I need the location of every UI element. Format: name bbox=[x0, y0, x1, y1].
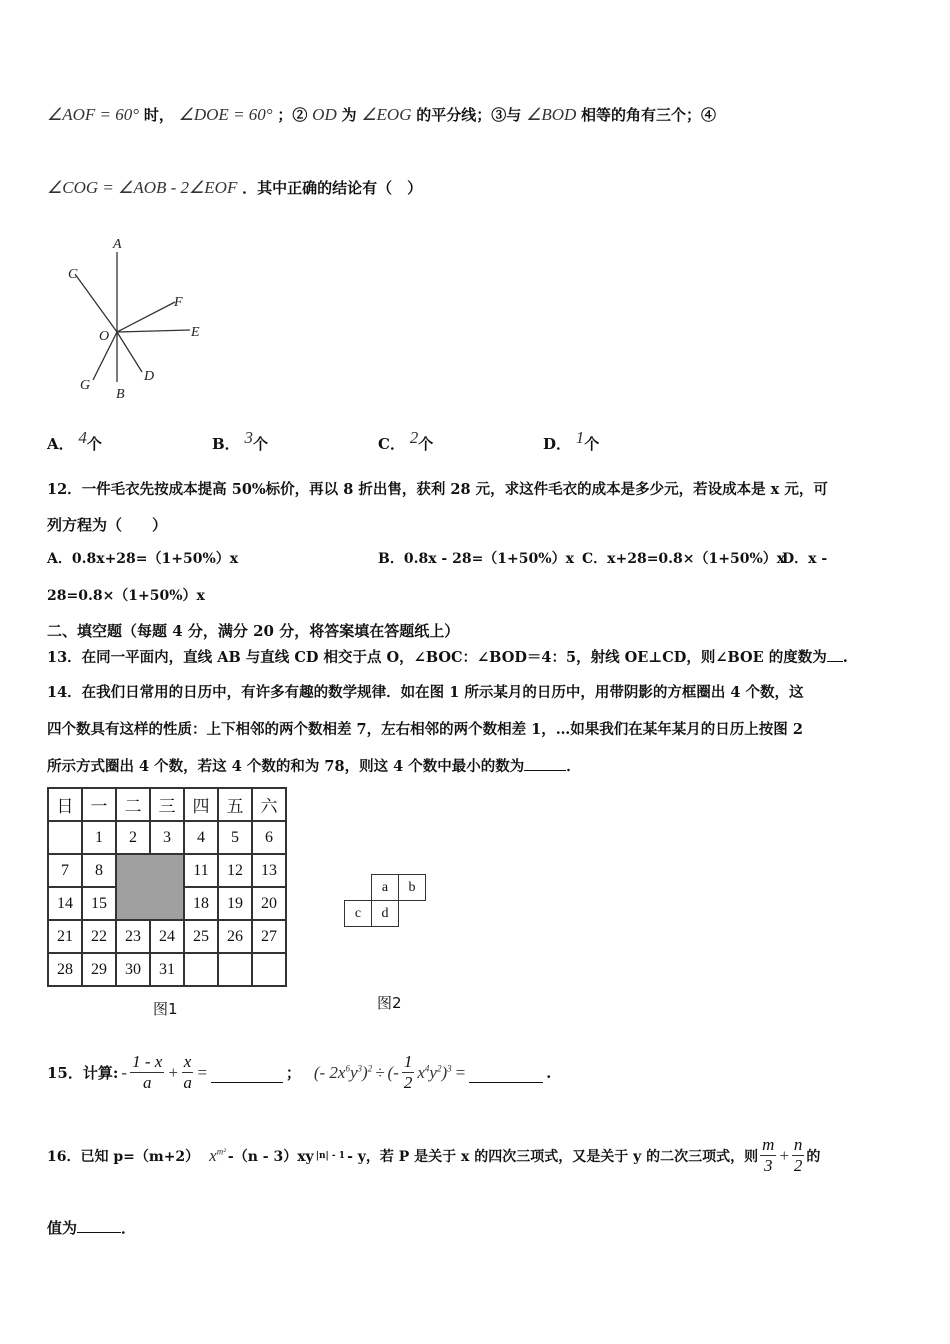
math-aof: ∠AOF = 60° bbox=[47, 105, 140, 124]
calendar-cell: 18 bbox=[184, 887, 218, 920]
q14-line1: 14．在我们日常用的日历中，有许多有趣的数学规律．如在图 1 所示某月的日历中，用带阴影的方框圈出 4 个数，这 bbox=[47, 684, 804, 701]
label-d: D bbox=[144, 369, 155, 384]
q13-text: 13．在同一平面内，直线 AB 与直线 CD 相交于点 O，∠BOC：∠BOD＝4：5，射线 OE⊥CD，则∠BOE 的度数为 bbox=[47, 649, 827, 666]
math-doe: ∠DOE = 60° bbox=[178, 105, 273, 124]
q12-line2: 列方程为（ ） bbox=[47, 516, 168, 534]
calendar-week-row bbox=[48, 920, 286, 953]
calendar-cell: 27 bbox=[252, 920, 286, 953]
calendar-cell: 30 bbox=[116, 953, 150, 986]
q11-option-d: D． 1个 bbox=[543, 428, 600, 453]
q16-line2: 值为 ． bbox=[47, 1219, 137, 1237]
math-bod: ∠BOD bbox=[526, 105, 577, 124]
calendar-header: 三 bbox=[150, 788, 184, 821]
q12-option-d-start: D．x - bbox=[782, 551, 828, 567]
calendar-cell bbox=[184, 953, 218, 986]
math-cog: ∠COG = ∠AOB - 2∠EOF bbox=[47, 178, 238, 197]
text-equal-angles: 相等的角有三个；④ bbox=[581, 106, 717, 124]
q16-answer-blank[interactable] bbox=[77, 1232, 121, 1233]
calendar-header: 四 bbox=[184, 788, 218, 821]
q16-fraction-n: $\frac{n}{2}$ bbox=[793, 1135, 803, 1175]
q14-line3: 所示方式圈出 4 个数，若这 4 个数的和为 78，则这 4 个数中最小的数为 ． bbox=[47, 758, 581, 775]
calendar-header: 六 bbox=[252, 788, 286, 821]
calendar-cell: 4 bbox=[184, 821, 218, 854]
label-c: C bbox=[68, 267, 78, 282]
text-conclusion: ．其中正确的结论有（ ） bbox=[242, 179, 423, 197]
q15-fraction-1: $\frac{1 - x}{a}$ bbox=[132, 1052, 163, 1092]
q15: 15．计算: - $\frac{1 - x}{a}$ + $\frac{x}{a}$ = ； (- $2x^6y^3)^2$ ÷ (- $\frac{1}{2}$ $x^4y^2)^3$ = . bbox=[47, 1052, 552, 1092]
calendar-cell: 22 bbox=[82, 920, 116, 953]
calendar-cell: 3 bbox=[150, 821, 184, 854]
calendar-table bbox=[47, 787, 287, 987]
calendar-cell: 5 bbox=[218, 821, 252, 854]
q13-answer-blank[interactable] bbox=[827, 661, 843, 662]
label-e: E bbox=[191, 325, 200, 340]
calendar-cell bbox=[252, 953, 286, 986]
figure2 bbox=[344, 874, 426, 927]
math-eog: ∠EOG bbox=[361, 105, 412, 124]
q12-option-d-end: 28=0.8×（1+50%）x bbox=[47, 588, 205, 604]
label-b: B bbox=[116, 387, 125, 402]
calendar-cell: 21 bbox=[48, 920, 82, 953]
calendar-cell: 14 bbox=[48, 887, 82, 920]
calendar-cell: 2 bbox=[116, 821, 150, 854]
calendar-header: 一 bbox=[82, 788, 116, 821]
q15-answer-blank-1[interactable] bbox=[211, 1062, 283, 1083]
q12-option-c: C．x+28=0.8×（1+50%）x bbox=[582, 551, 786, 567]
label-f: F bbox=[174, 295, 183, 310]
q14-line2: 四个数具有这样的性质：上下相邻的两个数相差 7，左右相邻的两个数相差 1，…如果我们在某年某月的日历上按图 2 bbox=[47, 721, 803, 738]
text-bisector: 的平分线；③与 bbox=[416, 106, 522, 124]
math-od: OD bbox=[312, 105, 337, 124]
fig2-cell-c: c bbox=[345, 901, 372, 927]
calendar-cell: 26 bbox=[218, 920, 252, 953]
calendar-cell: 23 bbox=[116, 920, 150, 953]
q16-line1: 16．已知 p=（m+2） $x^{m^2}$ -（n - 3）xy |n| - 1 - y，若 P 是关于 x 的四次三项式，又是关于 y 的二次三项式，则 $\frac{m}{3}$ + $\frac{n}{2}$ 的 bbox=[47, 1135, 821, 1175]
calendar-header: 日 bbox=[48, 788, 82, 821]
calendar-cell bbox=[218, 953, 252, 986]
calendar-cell: 28 bbox=[48, 953, 82, 986]
calendar-cell: 31 bbox=[150, 953, 184, 986]
calendar-cell: 6 bbox=[252, 821, 286, 854]
calendar-cell: 11 bbox=[184, 854, 218, 887]
label-a: A bbox=[113, 237, 122, 252]
calendar-week-row bbox=[48, 854, 286, 887]
section-fill-blank-heading: 二、填空题（每题 4 分，满分 20 分，将答案填在答题纸上） bbox=[47, 622, 460, 640]
figure2-caption: 图2 bbox=[377, 994, 402, 1012]
q15-fraction-3: $\frac{1}{2}$ bbox=[403, 1052, 413, 1092]
ray-od bbox=[117, 332, 142, 372]
q12-option-b: B．0.8x - 28=（1+50%）x bbox=[378, 551, 574, 567]
calendar-week-row bbox=[48, 821, 286, 854]
calendar-cell: 13 bbox=[252, 854, 286, 887]
calendar-cell bbox=[48, 821, 82, 854]
calendar-cell: 1 bbox=[82, 821, 116, 854]
fig2-cell-b: b bbox=[399, 875, 426, 901]
calendar-cell: 7 bbox=[48, 854, 82, 887]
calendar-cell: 25 bbox=[184, 920, 218, 953]
calendar-cell: 15 bbox=[82, 887, 116, 920]
calendar-cell: 29 bbox=[82, 953, 116, 986]
q11-option-b: B． 3个 bbox=[212, 428, 268, 453]
q15-fraction-2: $\frac{x}{a}$ bbox=[183, 1052, 192, 1092]
q11-line2 bbox=[47, 177, 422, 198]
label-o: O bbox=[99, 329, 110, 344]
q15-label: 15．计算: bbox=[47, 1064, 119, 1082]
q11-line1 bbox=[47, 104, 716, 125]
fig2-cell-a: a bbox=[372, 875, 399, 901]
calendar-week-row bbox=[48, 953, 286, 986]
text-shi: 时， bbox=[143, 106, 174, 124]
q16-fraction-m: $\frac{m}{3}$ bbox=[762, 1135, 775, 1175]
q15-answer-blank-2[interactable] bbox=[469, 1062, 543, 1083]
text-2: ；② bbox=[277, 106, 308, 124]
ray-of bbox=[117, 302, 175, 332]
angle-figure bbox=[60, 232, 220, 407]
calendar-cell: 12 bbox=[218, 854, 252, 887]
fig2-cell-d: d bbox=[372, 901, 399, 927]
calendar-header: 五 bbox=[218, 788, 252, 821]
calendar-shaded-box bbox=[116, 854, 184, 920]
calendar-cell: 24 bbox=[150, 920, 184, 953]
q13: 13．在同一平面内，直线 AB 与直线 CD 相交于点 O，∠BOC：∠BOD＝4：5，射线 OE⊥CD，则∠BOE 的度数为 . bbox=[47, 649, 848, 666]
calendar-header-row bbox=[48, 788, 286, 821]
ray-oe bbox=[117, 330, 190, 332]
q14-answer-blank[interactable] bbox=[524, 770, 566, 771]
figure2-grid bbox=[344, 874, 426, 927]
text-wei: 为 bbox=[341, 106, 357, 124]
calendar-header: 二 bbox=[116, 788, 150, 821]
q12-line1: 12．一件毛衣先按成本提高 50%标价，再以 8 折出售，获利 28 元，求这件毛衣的成本是多少元，若设成本是 x 元，可 bbox=[47, 481, 828, 498]
label-g: G bbox=[80, 378, 91, 393]
ray-oc bbox=[75, 274, 117, 332]
calendar-cell: 8 bbox=[82, 854, 116, 887]
calendar-cell: 20 bbox=[252, 887, 286, 920]
q12-option-a: A．0.8x+28=（1+50%）x bbox=[47, 551, 239, 567]
calendar-cell: 19 bbox=[218, 887, 252, 920]
q11-option-c: C． 2个 bbox=[378, 428, 434, 453]
figure1-caption: 图1 bbox=[153, 1000, 178, 1018]
q11-option-a: A． 4个 bbox=[47, 428, 102, 453]
